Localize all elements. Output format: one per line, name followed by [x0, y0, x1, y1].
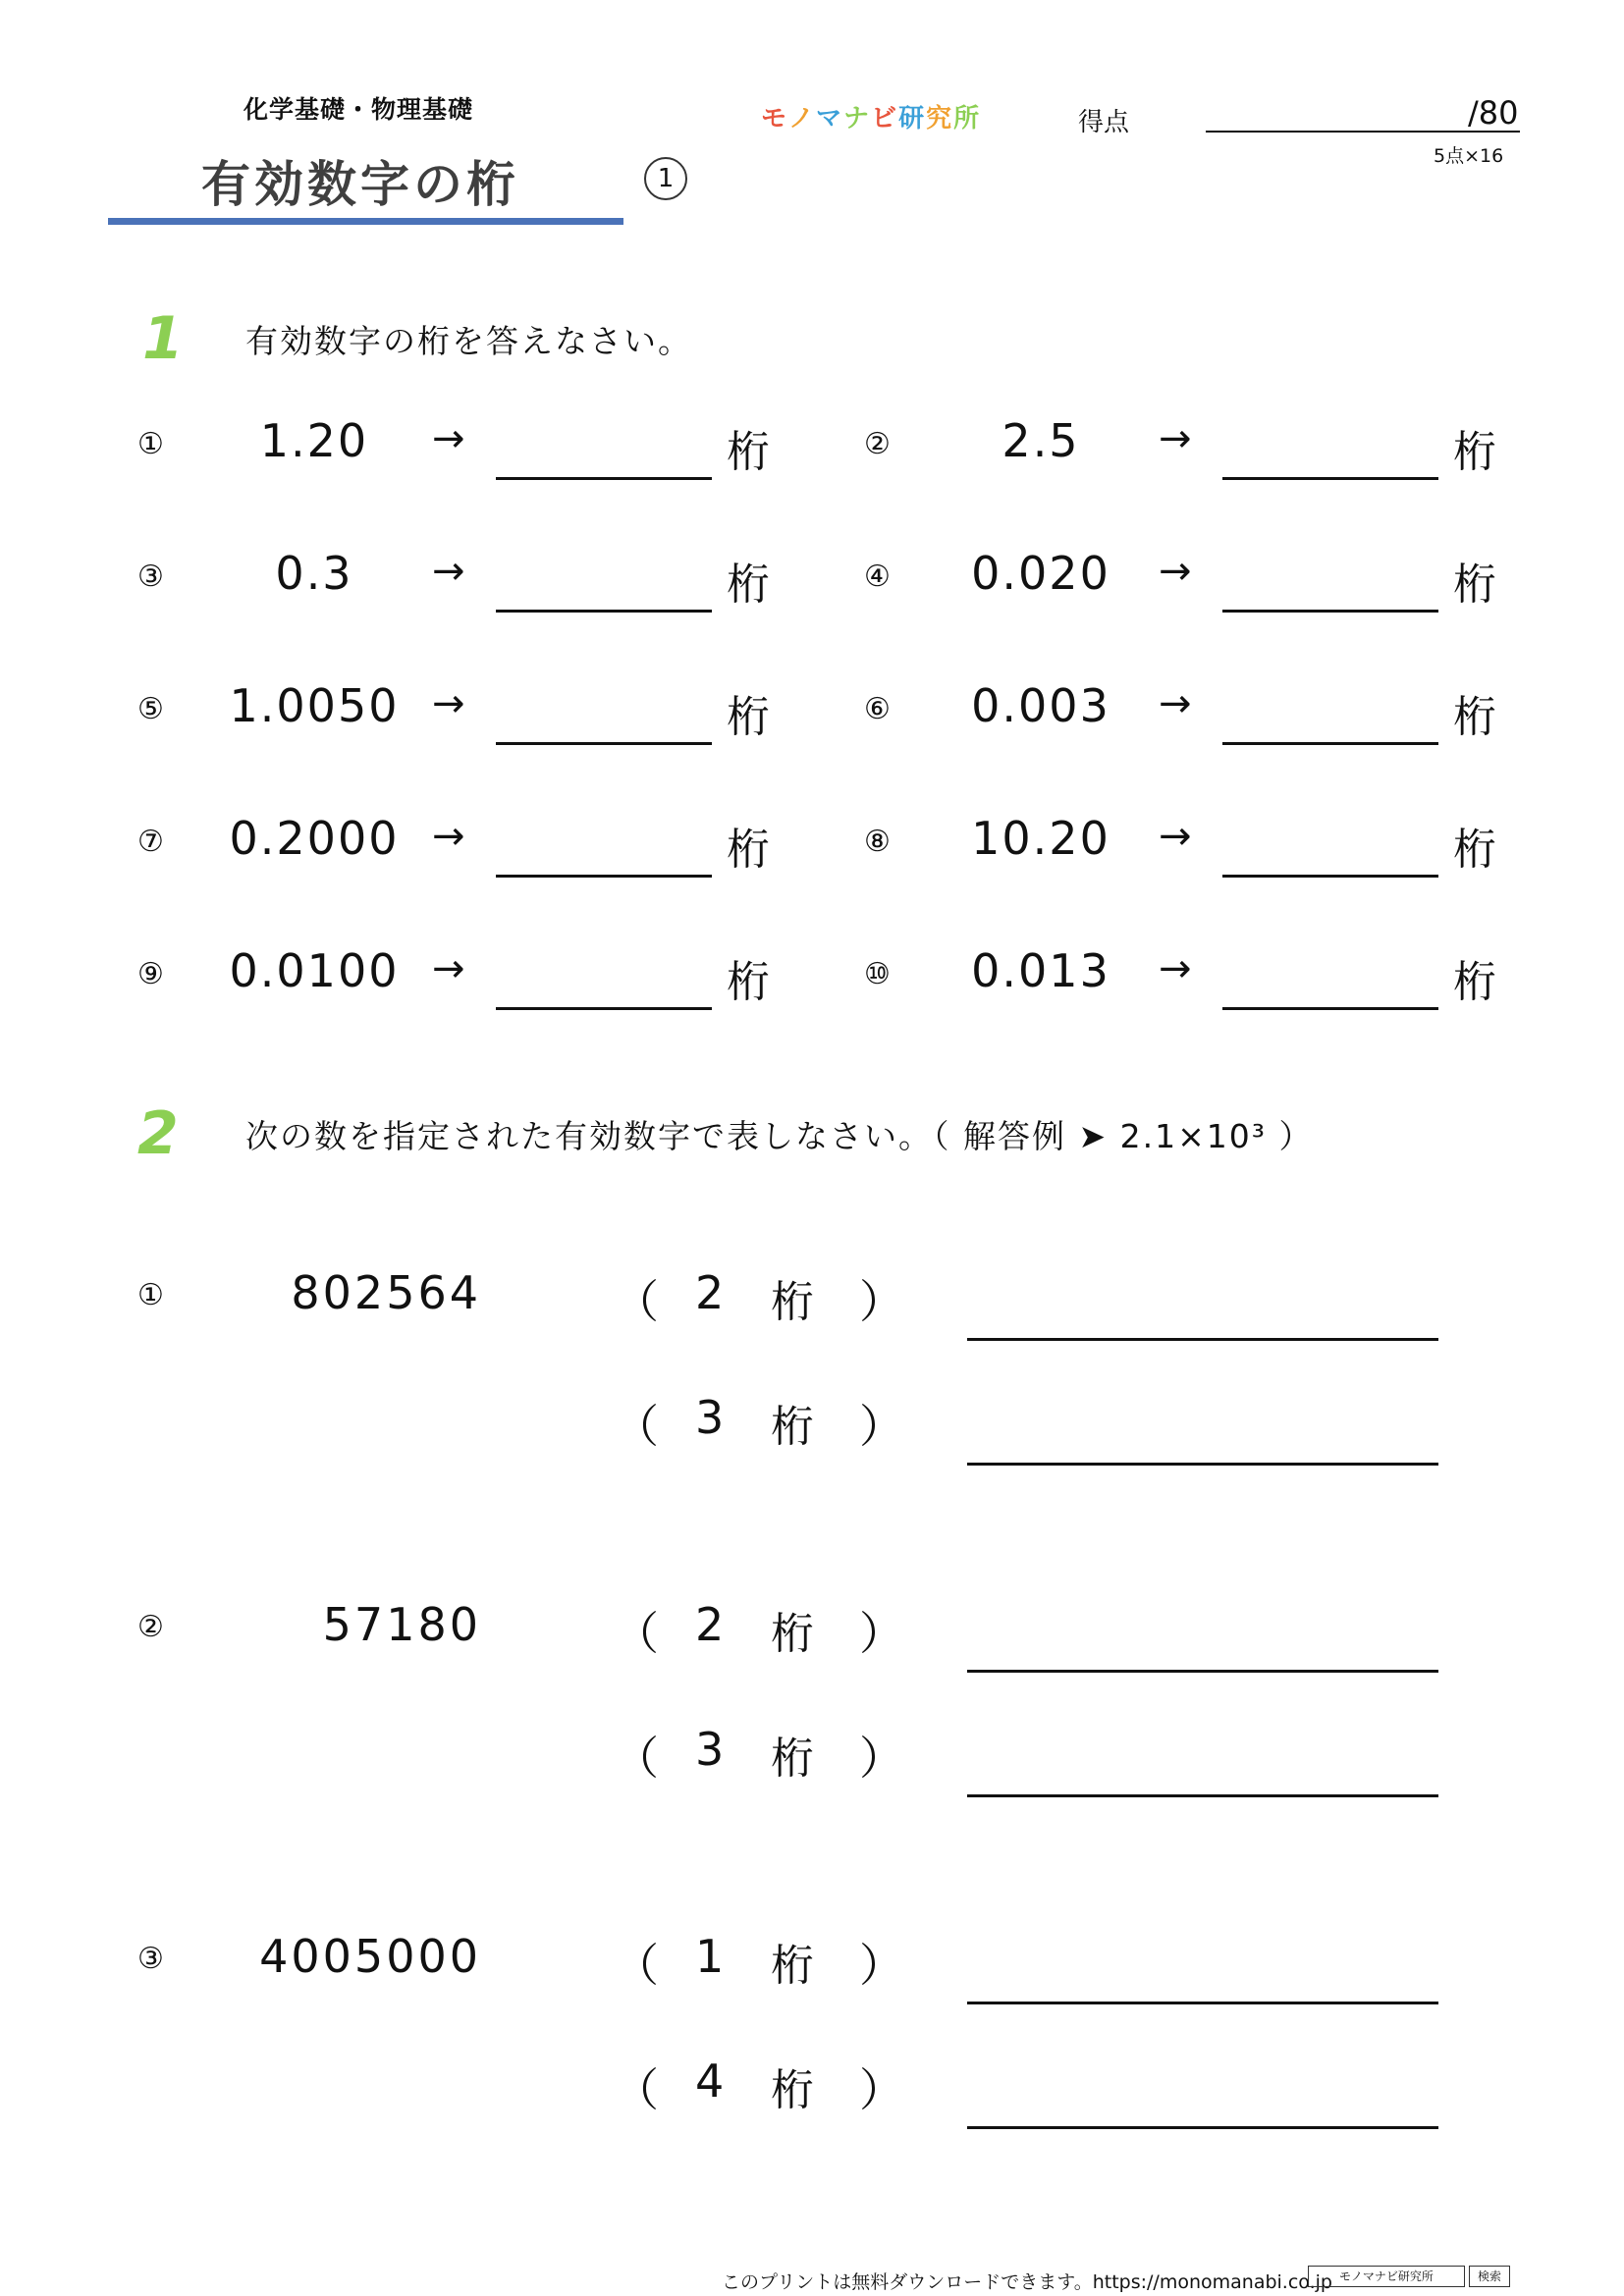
- score-note: 5点×16: [1434, 145, 1504, 167]
- unit-label: 桁: [1453, 427, 1496, 477]
- unit-label: 桁: [727, 825, 770, 875]
- answer-line[interactable]: [967, 1463, 1438, 1466]
- logo-char: モ: [761, 104, 789, 133]
- arrow-icon: →: [432, 549, 465, 594]
- unit-label: 桁: [727, 692, 770, 742]
- answer-line[interactable]: [1222, 610, 1438, 613]
- item-value: 0.2000: [229, 812, 400, 865]
- item-label: ①: [137, 1278, 164, 1312]
- open-paren: （: [614, 1939, 659, 1992]
- subject-label: 化学基礎・物理基礎: [244, 95, 474, 124]
- open-paren: （: [614, 2063, 659, 2116]
- item-value: 0.020: [971, 547, 1110, 600]
- score-label: 得点: [1078, 108, 1130, 137]
- arrow-icon: →: [1159, 946, 1192, 991]
- answer-line[interactable]: [967, 1670, 1438, 1673]
- arrow-icon: →: [1159, 814, 1192, 859]
- item-label: ①: [137, 427, 164, 461]
- required-digits: 2: [695, 1266, 725, 1319]
- footer-search-box: モノマナビ研究所: [1308, 2266, 1465, 2287]
- unit-label: 桁: [727, 957, 770, 1007]
- item-label: ⑧: [864, 825, 891, 859]
- item-label: ⑦: [137, 825, 164, 859]
- item-label: ②: [864, 427, 891, 461]
- question-2-instruction: 次の数を指定された有効数字で表しなさい。（ 解答例 ➤ 2.1×10³ ）: [245, 1117, 1314, 1155]
- answer-line[interactable]: [1222, 875, 1438, 878]
- close-paren: ）: [859, 2063, 904, 2116]
- answer-line[interactable]: [1222, 742, 1438, 745]
- item-label: ⑤: [137, 692, 164, 726]
- unit-label: 桁: [771, 1402, 814, 1452]
- title-underline: [108, 218, 623, 225]
- open-paren: （: [614, 1400, 659, 1453]
- arrow-icon: →: [1159, 416, 1192, 461]
- item-label: ③: [137, 1942, 164, 1976]
- unit-label: 桁: [1453, 825, 1496, 875]
- answer-line[interactable]: [496, 742, 712, 745]
- open-paren: （: [614, 1607, 659, 1660]
- item-value: 1.20: [259, 414, 369, 467]
- page-title: 有効数字の桁: [201, 156, 519, 213]
- item-value: 0.0100: [229, 944, 400, 997]
- unit-label: 桁: [771, 1941, 814, 1991]
- item-value: 0.013: [971, 944, 1110, 997]
- required-digits: 2: [695, 1598, 725, 1651]
- answer-line[interactable]: [967, 2002, 1438, 2004]
- footer-search-button: 検索: [1469, 2266, 1510, 2287]
- answer-line[interactable]: [1222, 1007, 1438, 1010]
- unit-label: 桁: [727, 560, 770, 610]
- required-digits: 3: [695, 1391, 725, 1444]
- close-paren: ）: [859, 1400, 904, 1453]
- question-1-instruction: 有効数字の桁を答えなさい。: [245, 322, 692, 360]
- logo-char: 究: [926, 104, 954, 133]
- item-value: 1.0050: [229, 679, 400, 732]
- arrow-icon: →: [1159, 681, 1192, 726]
- open-paren: （: [614, 1275, 659, 1328]
- arrow-icon: →: [432, 946, 465, 991]
- logo-char: ビ: [871, 104, 899, 133]
- close-paren: ）: [859, 1732, 904, 1785]
- logo-char: 所: [953, 104, 982, 133]
- close-paren: ）: [859, 1939, 904, 1992]
- item-value: 57180: [322, 1598, 481, 1651]
- score-total: /80: [1468, 94, 1519, 132]
- unit-label: 桁: [727, 427, 770, 477]
- required-digits: 3: [695, 1723, 725, 1776]
- unit-label: 桁: [771, 1734, 814, 1784]
- arrow-icon: →: [1159, 549, 1192, 594]
- answer-line[interactable]: [967, 1338, 1438, 1341]
- item-value: 0.3: [275, 547, 353, 600]
- logo-char: ノ: [788, 104, 817, 133]
- item-value: 4005000: [259, 1930, 481, 1983]
- question-1-number: 1: [142, 304, 184, 373]
- answer-line[interactable]: [967, 1794, 1438, 1797]
- item-label: ②: [137, 1610, 164, 1644]
- required-digits: 4: [695, 2055, 725, 2108]
- question-2-number: 2: [137, 1099, 179, 1168]
- item-label: ③: [137, 560, 164, 594]
- item-value: 2.5: [1001, 414, 1080, 467]
- item-value: 802564: [291, 1266, 481, 1319]
- close-paren: ）: [859, 1607, 904, 1660]
- item-label: ⑨: [137, 957, 164, 991]
- unit-label: 桁: [771, 1609, 814, 1659]
- item-label: ⑩: [864, 957, 891, 991]
- answer-line[interactable]: [496, 875, 712, 878]
- title-number: 1: [644, 157, 687, 200]
- logo-char: マ: [816, 104, 844, 133]
- required-digits: 1: [695, 1930, 725, 1983]
- logo-char: ナ: [843, 104, 872, 133]
- footer-text: このプリントは無料ダウンロードできます。https://monomanabi.co.jp: [722, 2271, 1332, 2293]
- logo-char: 研: [898, 104, 927, 133]
- answer-line[interactable]: [496, 610, 712, 613]
- open-paren: （: [614, 1732, 659, 1785]
- unit-label: 桁: [1453, 560, 1496, 610]
- unit-label: 桁: [1453, 692, 1496, 742]
- unit-label: 桁: [1453, 957, 1496, 1007]
- item-label: ④: [864, 560, 891, 594]
- item-value: 10.20: [971, 812, 1110, 865]
- arrow-icon: →: [432, 814, 465, 859]
- answer-line[interactable]: [1222, 477, 1438, 480]
- item-label: ⑥: [864, 692, 891, 726]
- logo: [761, 98, 981, 134]
- close-paren: ）: [859, 1275, 904, 1328]
- item-value: 0.003: [971, 679, 1110, 732]
- answer-line[interactable]: [496, 1007, 712, 1010]
- arrow-icon: →: [432, 416, 465, 461]
- unit-label: 桁: [771, 1277, 814, 1327]
- answer-line[interactable]: [967, 2126, 1438, 2129]
- answer-line[interactable]: [496, 477, 712, 480]
- arrow-icon: →: [432, 681, 465, 726]
- unit-label: 桁: [771, 2065, 814, 2115]
